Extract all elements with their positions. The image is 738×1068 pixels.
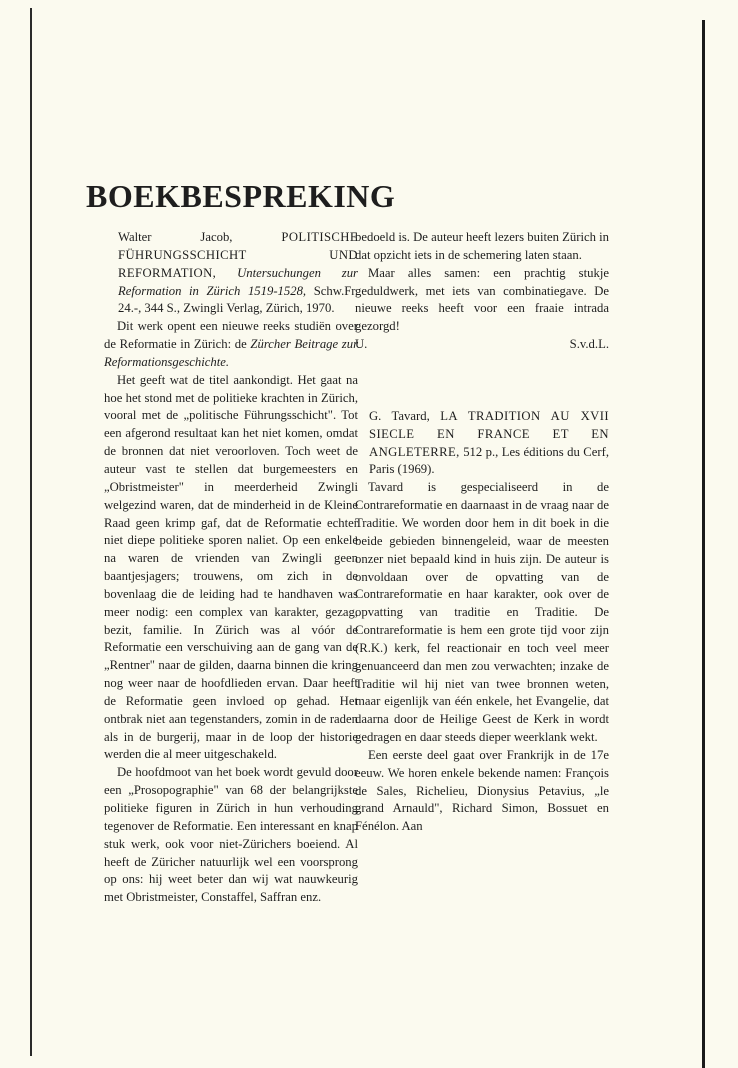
review2-author: G. Tavard, bbox=[369, 408, 430, 423]
review1-series-title: Zürcher Beitrage zur Reformationsgeschichte. bbox=[104, 337, 359, 369]
section-title: BOEKBESPREKING bbox=[86, 178, 396, 214]
review1-paragraph-3-continued: bedoeld is. De auteur heeft lezers buiten Zürich in dat opzicht iets in de schemering laten staan. bbox=[355, 230, 610, 262]
review1-paragraph-4: Maar alles samen: een prachtig stukje geduldwerk, met iets van combinatiegave. De nieuwe reeks heeft voor een fraaie intrada gezorgd! bbox=[355, 265, 609, 334]
review2-details: 512 p., Les éditions du Cerf, Paris (1969). bbox=[369, 444, 609, 477]
review2-reference bbox=[355, 408, 609, 479]
review-separator-space bbox=[355, 354, 609, 408]
right-column bbox=[355, 229, 609, 836]
review1-signature-initial: U. bbox=[355, 337, 368, 352]
review1-paragraph-1 bbox=[104, 318, 358, 372]
review1-paragraph-2: Het geeft wat de titel aankondigt. Het gaat na hoe het stond met de politieke krachten in Zürich, vooral met de „politische Führungsschicht". Tot een afgerond resultaat kan het niet komen, omdat de bronnen dat niet veroorloven. Toch weet de auteur vast te stellen dat burgemeesters en „Obristmeister" in meerderheid Zwingli welgezind waren, dat de minderheid in de Kleine Raad geen krimp gaf, dat de Reformatie echter niet diepe politieke sporen naliet. Op een enkele na waren de vrienden van Zwingli geen baantjesjagers; trouwens, om zich in de bovenlaag die de leiding had te handhaven was meer nodig: een complex van karakter, gezag, bezit, familie. In Zürich was al vóór de Reformatie een verschuiving aan de gang van de „Rentner" naar de gilden, daarna binnen die kring nog weer naar de hoofdlieden ervan. Daar heeft de Reformatie geen invloed op gehad. Het ontbrak niet aan tegenstanders, zomin in de raden als in de burgerij, maar in de loop der historie werden die al meer uitgeschakeld. bbox=[104, 372, 358, 762]
page-edge-left bbox=[30, 8, 32, 1056]
review1-reference bbox=[104, 229, 358, 318]
review1-author: Walter Jacob, bbox=[118, 230, 233, 244]
review1-details: Schw.Fr. 24.-, 344 S., Zwingli Verlag, Zürich, 1970. bbox=[118, 283, 358, 316]
review1-paragraph-3: De hoofdmoot van het boek wordt gevuld door een „Prosopographie" van 68 der belangrijkste politieke figuren in Zürich in hun verhouding tegenover de Reformatie. Een interessant en knap stuk werk, ook voor niet-Zürichers boeiend. Al heeft de Züricher natuurlijk wel een voorsprong op ons: hij weet beter dan wij wat nauwkeurig met Obristmeister, Constaffel, Saffran enz. bbox=[104, 765, 358, 905]
review2-paragraph-2: Een eerste deel gaat over Frankrijk in de 17e eeuw. We horen enkele bekende namen: François de Sales, Richelieu, Dionysius Petavius, „le grand Arnauld", Richard Simon, Bossuet en Fénélon. Aan bbox=[355, 747, 609, 834]
review2-title: LA TRADITION AU XVII SIECLE EN FRANCE ET EN ANGLETERRE, bbox=[369, 408, 609, 459]
review1-p1-text: Dit werk opent een nieuwe reeks studiën over de Reformatie in Zürich: de bbox=[104, 319, 358, 352]
review1-title: POLITISCHE FÜHRUNGSSCHICHT UND REFORMATION, bbox=[118, 230, 359, 280]
left-column bbox=[104, 229, 358, 907]
review1-signature bbox=[355, 336, 609, 354]
review2-paragraph-1: Tavard is gespecialiseerd in de Contrareformatie en daarnaast in de vraag naar de Traditie. We worden door hem in dit boek in die beide gebieden binnengeleid, waar de meesten onzer niet bepaald kind in huis zijn. De auteur is onvoldaan over de opvatting van de Contrareformatie en haar karakter, ook over de opvatting van traditie en Traditie. De Contrareformatie is hem een grote tijd voor zijn (R.K.) kerk, fel reactionair en toch veel meer genuanceerd dan men zou verwachten; inzake de Traditie wil hij niet van twee bronnen weten, maar eigenlijk van één enkele, het Evangelie, dat daarna door de Heilige Geest de Kerk in wordt gedragen en daar steeds dieper weerklank wekt. bbox=[355, 480, 609, 745]
review1-subtitle: Untersuchungen zur Reformation in Zürich 1519-1528, bbox=[118, 265, 358, 298]
review1-signature-name: S.v.d.L. bbox=[569, 337, 609, 352]
page-edge-right bbox=[702, 20, 705, 1068]
